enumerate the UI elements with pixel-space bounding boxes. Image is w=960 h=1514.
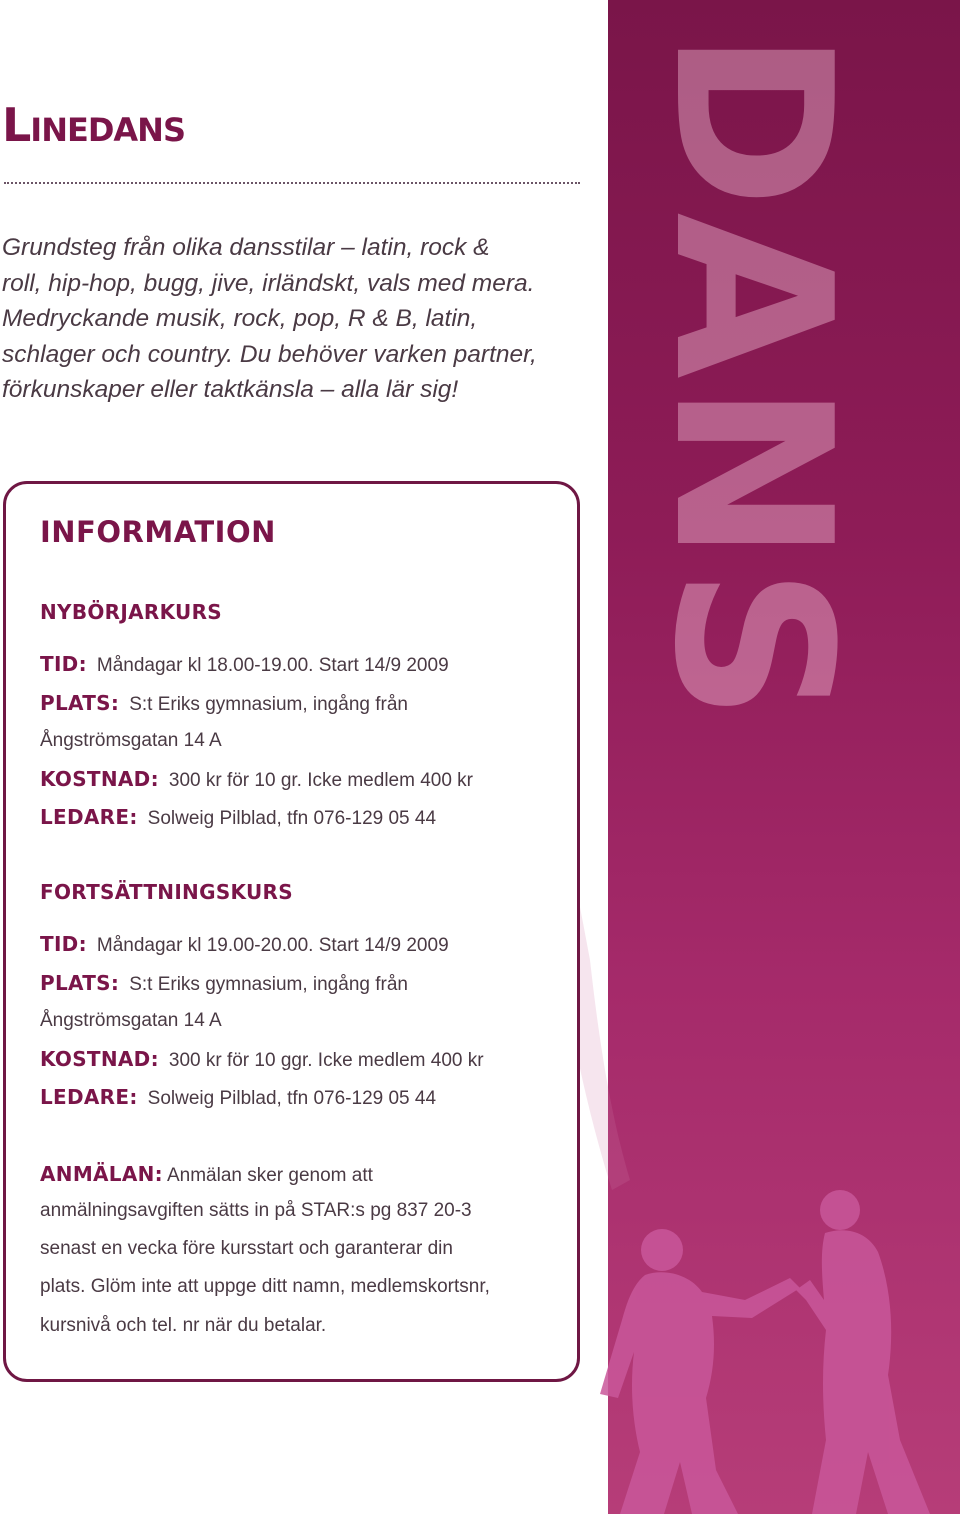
information-heading: INFORMATION — [40, 515, 276, 549]
time-value: Måndagar kl 19.00-20.00. Start 14/9 2009 — [96, 935, 449, 956]
place-value: S:t Eriks gymnasium, ingång från — [129, 694, 408, 715]
continuation-place-row — [40, 971, 408, 996]
cost-label: KOSTNAD: — [40, 767, 159, 791]
intro-line: Grundsteg från olika dansstilar – latin, rock & — [2, 234, 490, 261]
beginner-place-cont: Ångströmsgatan 14 A — [40, 730, 222, 751]
registration-line: senast en vecka före kursstart och garanterar din — [40, 1238, 453, 1259]
page-title: Linedans — [2, 98, 186, 152]
registration-row — [40, 1162, 373, 1187]
leader-value: Solweig Pilblad, tfn 076-129 05 44 — [147, 808, 437, 829]
time-label: TID: — [40, 932, 87, 956]
cost-label: KOSTNAD: — [40, 1047, 159, 1071]
beginner-course-heading: NYBÖRJARKURS — [40, 600, 222, 624]
cost-value: 300 kr för 10 gr. Icke medlem 400 kr — [168, 770, 474, 791]
registration-text: Anmälan sker genom att — [166, 1165, 373, 1186]
beginner-cost-row — [40, 767, 473, 792]
beginner-place-row — [40, 691, 408, 716]
registration-line: plats. Glöm inte att uppge ditt namn, medlemskortsnr, — [40, 1276, 490, 1297]
leader-value: Solweig Pilblad, tfn 076-129 05 44 — [147, 1088, 437, 1109]
intro-line: roll, hip-hop, bugg, jive, irländskt, vals med mera. — [2, 269, 535, 297]
registration-line: kursnivå och tel. nr när du betalar. — [40, 1315, 327, 1336]
place-label: PLATS: — [40, 691, 120, 715]
intro-line: förkunskaper eller taktkänsla – alla lär sig! — [2, 376, 459, 403]
cost-value: 300 kr för 10 ggr. Icke medlem 400 kr — [168, 1050, 484, 1071]
continuation-cost-row — [40, 1047, 484, 1072]
leader-label: LEDARE: — [40, 1085, 138, 1109]
registration-label: ANMÄLAN: — [40, 1162, 163, 1186]
leader-label: LEDARE: — [40, 805, 138, 829]
continuation-place-cont: Ångströmsgatan 14 A — [40, 1010, 222, 1031]
time-value: Måndagar kl 18.00-19.00. Start 14/9 2009 — [96, 655, 449, 676]
intro-text — [2, 230, 592, 408]
beginner-leader-row — [40, 805, 436, 830]
time-label: TID: — [40, 652, 87, 676]
intro-line: schlager och country. Du behöver varken partner, — [2, 340, 537, 368]
title-divider — [4, 182, 580, 184]
sidebar-title: DANS — [627, 30, 878, 726]
continuation-leader-row — [40, 1085, 436, 1110]
continuation-time-row — [40, 932, 449, 957]
registration-line: anmälningsavgiften sätts in på STAR:s pg 837 20-3 — [40, 1200, 472, 1221]
continuation-course-heading: FORTSÄTTNINGSKURS — [40, 880, 293, 904]
beginner-time-row — [40, 652, 449, 677]
intro-line: Medryckande musik, rock, pop, R & B, latin, — [2, 305, 478, 332]
place-value: S:t Eriks gymnasium, ingång från — [129, 974, 408, 995]
place-label: PLATS: — [40, 971, 120, 995]
